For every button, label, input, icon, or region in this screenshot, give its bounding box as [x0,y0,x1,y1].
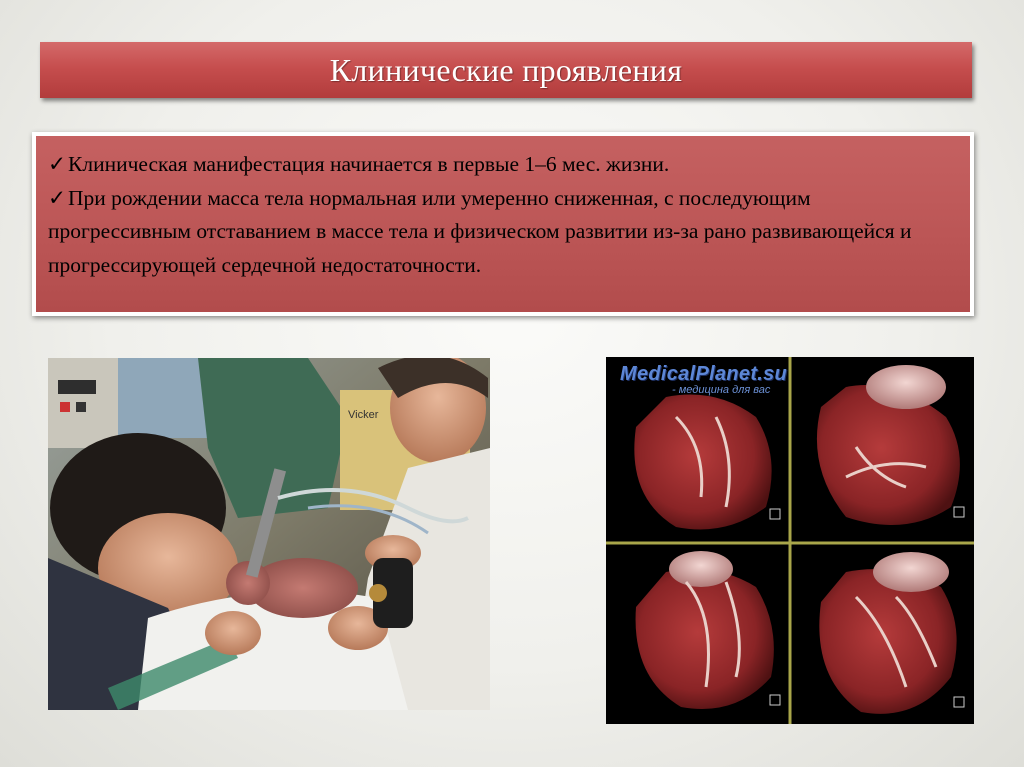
bullet-box [32,132,974,316]
svg-text:Vicker: Vicker [348,409,379,421]
bullet-text: Клиническая манифестация начинается в первые 1–6 мес. жизни. [68,152,670,176]
bullet-text: При рождении масса тела нормальная или умеренно сниженная, с последующим прогрессивным отставанием в массе тела и физическом развитии из-за рано развивающейся и прогрессирующей сердечной недостаточности. [48,185,912,277]
bullet-item [48,182,956,283]
checkmark-icon: ✓ [48,185,67,210]
checkmark-icon: ✓ [48,152,67,176]
clinical-photo [48,358,490,710]
bullet-item [48,148,956,182]
watermark-subtitle: - медицина для вас [672,384,771,396]
watermark [620,363,787,396]
title-bar [40,42,972,98]
heart-ct-illustration [606,357,974,724]
slide-title: Клинические проявления [329,51,683,88]
heart-ct-image [606,357,974,724]
clinical-photo-illustration [48,358,490,710]
watermark-title: MedicalPlanet.su [620,363,788,385]
